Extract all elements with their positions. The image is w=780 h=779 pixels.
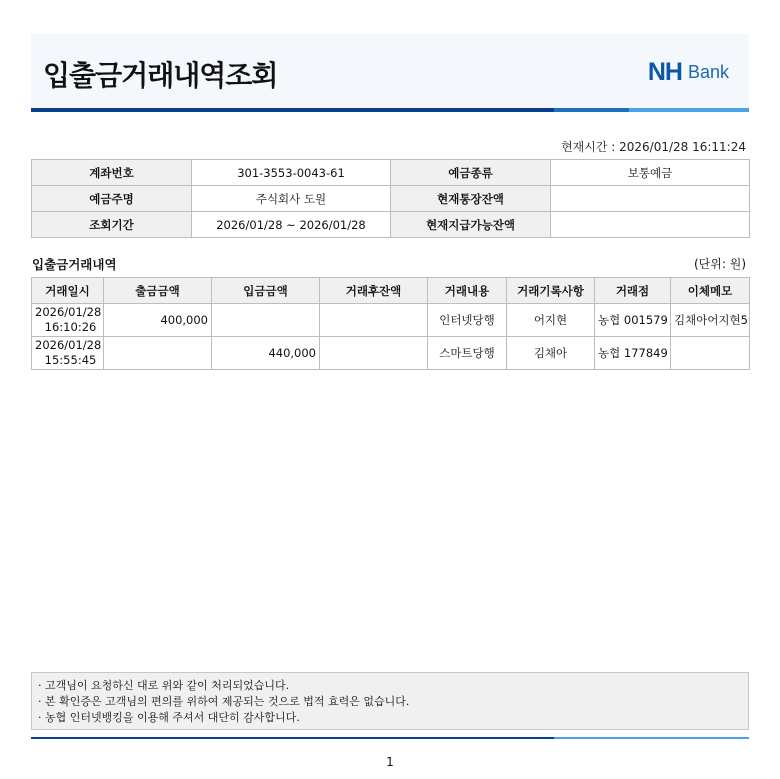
notice-line: · 고객님이 요청하신 대로 위와 같이 처리되었습니다. bbox=[38, 679, 290, 692]
cell-memo bbox=[671, 337, 750, 370]
available-balance-label: 현재지급가능잔액 bbox=[391, 212, 551, 238]
deposit-type-label: 예금종류 bbox=[391, 160, 551, 186]
col-header-branch: 거래점 bbox=[595, 278, 671, 304]
cell-balance-after bbox=[320, 304, 428, 337]
period-value: 2026/01/28 ~ 2026/01/28 bbox=[192, 212, 391, 238]
table-header-row bbox=[32, 278, 750, 304]
col-header-balance-after: 거래후잔액 bbox=[320, 278, 428, 304]
table-row bbox=[32, 337, 750, 370]
footer-divider-bar bbox=[31, 737, 749, 739]
cell-deposit bbox=[212, 304, 320, 337]
notice-line: · 본 확인증은 고객님의 편의를 위하여 제공되는 것으로 법적 효력은 없습니다. bbox=[38, 695, 410, 708]
current-time: 현재시간 : 2026/01/28 16:11:24 bbox=[561, 140, 746, 154]
col-header-memo: 이체메모 bbox=[671, 278, 750, 304]
cell-content: 인터넷당행 bbox=[428, 304, 507, 337]
balance-value bbox=[551, 186, 750, 212]
cell-branch: 농협 177849 bbox=[595, 337, 671, 370]
logo-nh-text: NH bbox=[647, 57, 682, 86]
cell-record: 어지현 bbox=[507, 304, 595, 337]
nh-bank-logo bbox=[647, 57, 729, 86]
cell-withdrawal: 400,000 bbox=[104, 304, 212, 337]
unit-label: (단위: 원) bbox=[694, 257, 746, 271]
cell-deposit: 440,000 bbox=[212, 337, 320, 370]
cell-withdrawal bbox=[104, 337, 212, 370]
report-header bbox=[31, 34, 749, 108]
col-header-deposit: 입금금액 bbox=[212, 278, 320, 304]
notice-box bbox=[31, 672, 749, 730]
holder-label: 예금주명 bbox=[32, 186, 192, 212]
holder-value: 주식회사 도원 bbox=[192, 186, 391, 212]
transaction-table bbox=[31, 277, 750, 370]
account-no-label: 계좌번호 bbox=[32, 160, 192, 186]
page-number: 1 bbox=[386, 755, 394, 769]
cell-datetime: 2026/01/28 15:55:45 bbox=[32, 337, 104, 370]
table-row bbox=[32, 304, 750, 337]
page-title: 입출금거래내역조회 bbox=[43, 59, 278, 92]
cell-content: 스마트당행 bbox=[428, 337, 507, 370]
account-no-value: 301-3553-0043-61 bbox=[192, 160, 391, 186]
balance-label: 현재통장잔액 bbox=[391, 186, 551, 212]
cell-branch: 농협 001579 bbox=[595, 304, 671, 337]
cell-memo: 김채아어지현5 bbox=[671, 304, 750, 337]
section-title: 입출금거래내역 bbox=[32, 257, 117, 272]
deposit-type-value: 보통예금 bbox=[551, 160, 750, 186]
col-header-record: 거래기록사항 bbox=[507, 278, 595, 304]
col-header-withdrawal: 출금금액 bbox=[104, 278, 212, 304]
cell-datetime: 2026/01/28 16:10:26 bbox=[32, 304, 104, 337]
period-label: 조회기간 bbox=[32, 212, 192, 238]
account-info-table bbox=[31, 159, 750, 238]
col-header-content: 거래내용 bbox=[428, 278, 507, 304]
notice-line: · 농협 인터넷뱅킹을 이용해 주셔서 대단히 감사합니다. bbox=[38, 711, 300, 724]
available-balance-value bbox=[551, 212, 750, 238]
cell-record: 김채아 bbox=[507, 337, 595, 370]
header-divider-bar bbox=[31, 108, 749, 112]
cell-balance-after bbox=[320, 337, 428, 370]
logo-bank-text: Bank bbox=[687, 61, 729, 82]
col-header-date: 거래일시 bbox=[32, 278, 104, 304]
